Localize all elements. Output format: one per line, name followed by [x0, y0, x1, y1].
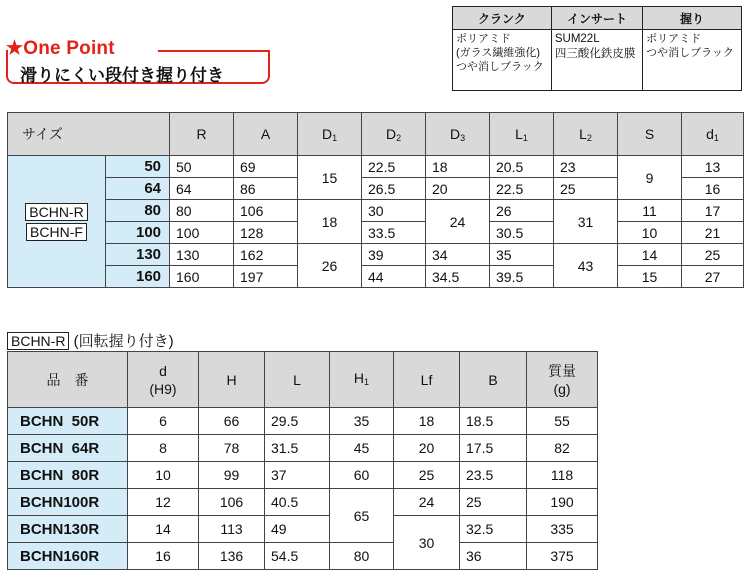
D1-cell: 18: [298, 200, 362, 244]
H1-cell: 45: [330, 435, 394, 462]
material-crank-line: ポリアミド: [456, 33, 511, 45]
header-L1: $L_1$: [490, 113, 554, 156]
H-cell: 113: [199, 516, 265, 543]
d1-cell: 27: [682, 266, 744, 288]
S-cell: 10: [618, 222, 682, 244]
D2-cell: 33.5: [362, 222, 426, 244]
S-cell: 9: [618, 156, 682, 200]
header-A: A: [234, 113, 298, 156]
H1-cell: 65: [330, 489, 394, 543]
L-cell: 49: [265, 516, 330, 543]
Lf-cell: 20: [394, 435, 460, 462]
D2-cell: 44: [362, 266, 426, 288]
table-row: [8, 200, 744, 222]
d1-cell: 17: [682, 200, 744, 222]
D3-cell: 34: [426, 244, 490, 266]
A-cell: 69: [234, 156, 298, 178]
L-cell: 29.5: [265, 408, 330, 435]
B-cell: 18.5: [460, 408, 527, 435]
part-no-cell: BCHN 50R: [8, 408, 128, 435]
table-row: [8, 543, 598, 570]
mass-cell: 335: [527, 516, 598, 543]
material-insert-line: 四三酸化鉄皮膜: [554, 48, 636, 60]
mass-cell: 118: [527, 462, 598, 489]
header-part-no: 品 番: [8, 352, 128, 408]
H1-cell: 35: [330, 408, 394, 435]
header-L: L: [265, 352, 330, 408]
d-cell: 12: [128, 489, 199, 516]
B-cell: 32.5: [460, 516, 527, 543]
D3-cell: 20: [426, 178, 490, 200]
d-cell: 16: [128, 543, 199, 570]
d1-cell: 13: [682, 156, 744, 178]
S-cell: 11: [618, 200, 682, 222]
D3-cell: 34.5: [426, 266, 490, 288]
A-cell: 197: [234, 266, 298, 288]
header-L2: $L_2$: [554, 113, 618, 156]
L1-cell: 20.5: [490, 156, 554, 178]
H1-cell: 60: [330, 462, 394, 489]
size-cell: 160: [106, 266, 170, 288]
size-cell: 80: [106, 200, 170, 222]
H1-cell: 80: [330, 543, 394, 570]
d-cell: 6: [128, 408, 199, 435]
A-cell: 86: [234, 178, 298, 200]
header-B: B: [460, 352, 527, 408]
L2-cell: 25: [554, 178, 618, 200]
A-cell: 162: [234, 244, 298, 266]
material-crank-line: つや消しブラック: [456, 61, 544, 73]
Lf-cell: 25: [394, 462, 460, 489]
material-crank: [453, 30, 552, 91]
part-no-cell: BCHN100R: [8, 489, 128, 516]
d-cell: 8: [128, 435, 199, 462]
S-cell: 15: [618, 266, 682, 288]
size-cell: 50: [106, 156, 170, 178]
table-row: [8, 435, 598, 462]
table-row: [8, 156, 744, 178]
size-cell: 130: [106, 244, 170, 266]
header-mass: 質量 (g): [527, 352, 598, 408]
L1-cell: 35: [490, 244, 554, 266]
H-cell: 136: [199, 543, 265, 570]
D2-cell: 22.5: [362, 156, 426, 178]
L-cell: 31.5: [265, 435, 330, 462]
B-cell: 36: [460, 543, 527, 570]
B-cell: 17.5: [460, 435, 527, 462]
material-grip-line: ポリアミド: [646, 33, 702, 45]
header-size: サイズ: [8, 113, 170, 156]
D1-cell: 26: [298, 244, 362, 288]
Lf-cell: 30: [394, 516, 460, 570]
header-d: d (H9): [128, 352, 199, 408]
R-cell: 100: [170, 222, 234, 244]
header-S: S: [618, 113, 682, 156]
material-header-grip: 握り: [643, 7, 742, 30]
mass-cell: 375: [527, 543, 598, 570]
header-D1: $D_1$: [298, 113, 362, 156]
d-cell: 10: [128, 462, 199, 489]
H-cell: 78: [199, 435, 265, 462]
type-badge-r: BCHN-R: [25, 203, 87, 221]
L2-cell: 23: [554, 156, 618, 178]
L1-cell: 26: [490, 200, 554, 222]
d1-cell: 16: [682, 178, 744, 200]
B-cell: 25: [460, 489, 527, 516]
table-row: [8, 408, 598, 435]
L1-cell: 30.5: [490, 222, 554, 244]
D2-cell: 39: [362, 244, 426, 266]
table-row: [8, 244, 744, 266]
material-header-crank: クランク: [453, 7, 552, 30]
H-cell: 106: [199, 489, 265, 516]
header-D2: $D_2$: [362, 113, 426, 156]
material-insert: [551, 30, 642, 91]
table-row: [8, 516, 598, 543]
D1-cell: 15: [298, 156, 362, 200]
caption-text: (回転握り付き): [73, 333, 174, 350]
D3-cell: 18: [426, 156, 490, 178]
table-row: [8, 222, 744, 244]
part-no-cell: BCHN 80R: [8, 462, 128, 489]
type-badge-f: BCHN-F: [26, 223, 87, 241]
parts-table: [7, 351, 598, 570]
R-cell: 160: [170, 266, 234, 288]
header-d1: $d_1$: [682, 113, 744, 156]
R-cell: 80: [170, 200, 234, 222]
dimension-table: [7, 112, 744, 288]
d-cell: 14: [128, 516, 199, 543]
L2-cell: 31: [554, 200, 618, 244]
mass-cell: 55: [527, 408, 598, 435]
S-cell: 14: [618, 244, 682, 266]
d1-cell: 21: [682, 222, 744, 244]
A-cell: 128: [234, 222, 298, 244]
table-row: [8, 266, 744, 288]
B-cell: 23.5: [460, 462, 527, 489]
size-cell: 100: [106, 222, 170, 244]
part-no-cell: BCHN160R: [8, 543, 128, 570]
header-H1: $H_1$: [330, 352, 394, 408]
header-H: H: [199, 352, 265, 408]
header-Lf: Lf: [394, 352, 460, 408]
header-R: R: [170, 113, 234, 156]
material-grip-line: つや消しブラック: [646, 47, 734, 59]
mass-cell: 82: [527, 435, 598, 462]
D3-cell: 24: [426, 200, 490, 244]
material-grip: [643, 30, 742, 91]
R-cell: 130: [170, 244, 234, 266]
Lf-cell: 24: [394, 489, 460, 516]
size-cell: 64: [106, 178, 170, 200]
material-table: [452, 6, 742, 91]
caption-badge: BCHN-R: [7, 332, 69, 350]
material-header-insert: インサート: [551, 7, 642, 30]
part-no-cell: BCHN130R: [8, 516, 128, 543]
one-point-text: 滑りにくい段付き握り付き: [20, 66, 224, 85]
mass-cell: 190: [527, 489, 598, 516]
header-D3: $D_3$: [426, 113, 490, 156]
L1-cell: 22.5: [490, 178, 554, 200]
L-cell: 40.5: [265, 489, 330, 516]
part-no-cell: BCHN 64R: [8, 435, 128, 462]
A-cell: 106: [234, 200, 298, 222]
material-insert-line: SUM22L: [554, 33, 600, 45]
H-cell: 99: [199, 462, 265, 489]
R-cell: 50: [170, 156, 234, 178]
d1-cell: 25: [682, 244, 744, 266]
one-point-rule: [158, 50, 268, 52]
table-row: [8, 489, 598, 516]
L-cell: 37: [265, 462, 330, 489]
one-point-title: ★One Point: [6, 38, 115, 59]
D2-cell: 26.5: [362, 178, 426, 200]
D2-cell: 30: [362, 200, 426, 222]
L-cell: 54.5: [265, 543, 330, 570]
H-cell: 66: [199, 408, 265, 435]
parts-caption: [7, 330, 174, 351]
table-row: [8, 462, 598, 489]
L2-cell: 43: [554, 244, 618, 288]
Lf-cell: 18: [394, 408, 460, 435]
type-cell: [8, 156, 106, 288]
R-cell: 64: [170, 178, 234, 200]
L1-cell: 39.5: [490, 266, 554, 288]
material-crank-line: (ガラス繊維強化): [456, 47, 540, 59]
